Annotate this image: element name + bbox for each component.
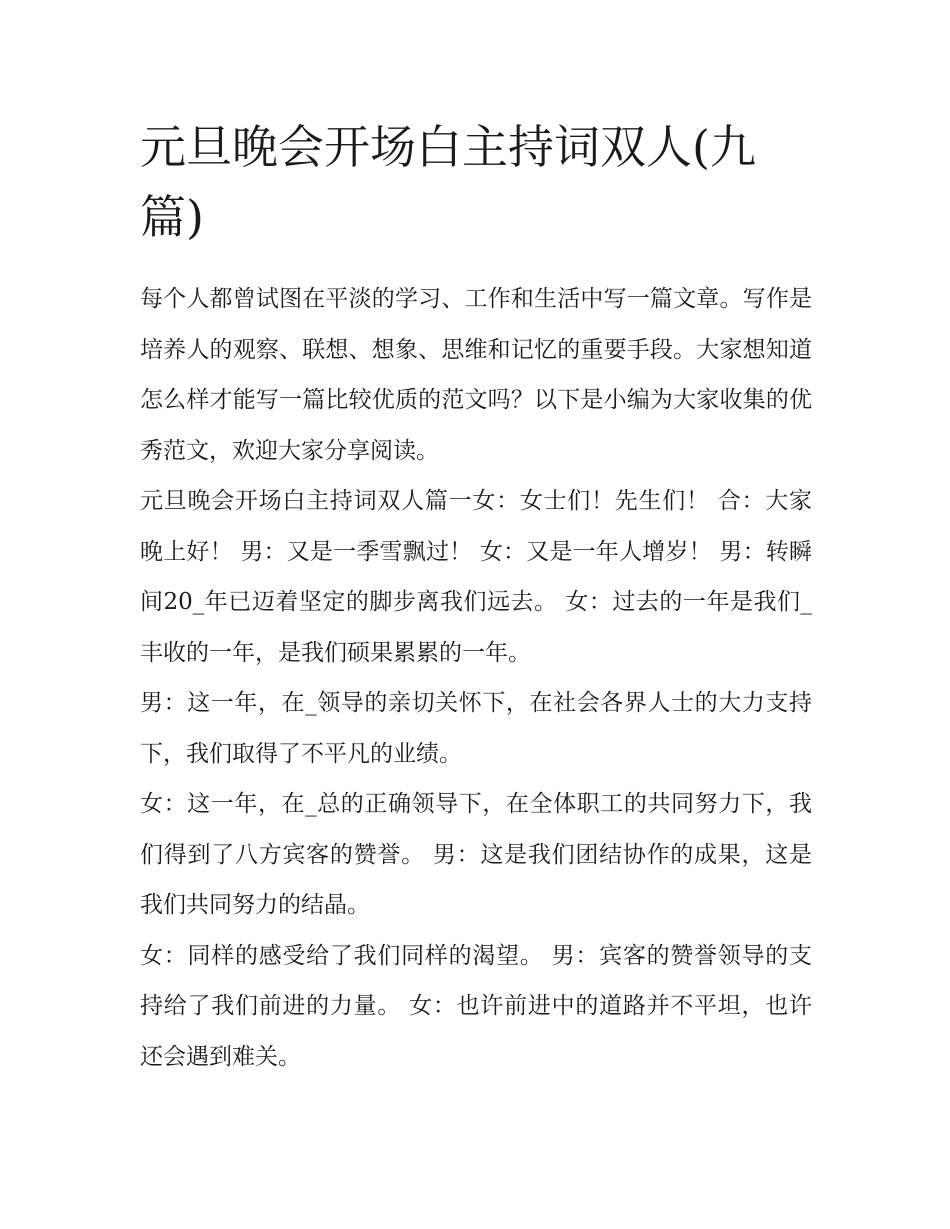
paragraph-list [140,274,812,1082]
document-title: 元旦晚会开场白主持词双人(九篇) [140,120,756,244]
paragraph: 男：这一年，在_领导的亲切关怀下，在社会各界人士的大力支持下，我们取得了不平凡的业绩。 [140,690,812,767]
intro-paragraph: 每个人都曾试图在平淡的学习、工作和生活中写一篇文章。写作是培养人的观察、联想、想象、思维和记忆的重要手段。大家想知道怎么样才能写一篇比较优质的范文吗？以下是小编为大家收集的优秀范文，欢迎大家分享阅读。 [140,286,812,464]
document-body [140,112,812,1082]
paragraph: 女：这一年，在_总的正确领导下，在全体职工的共同努力下，我们得到了八方宾客的赞誉。 男：这是我们团结协作的成果，这是我们共同努力的结晶。 [140,791,812,918]
paragraph: 女：同样的感受给了我们同样的渴望。 男：宾客的赞誉领导的支持给了我们前进的力量。 女：也许前进中的道路并不平坦，也许还会遇到难关。 [140,942,812,1070]
paragraph: 元旦晚会开场白主持词双人篇一女：女士们！先生们！ 合：大家晚上好！ 男：又是一季雪飘过！ 女：又是一年人增岁！ 男：转瞬间20_年已迈着坚定的脚步离我们远去。 女：过去的一年是我们_丰收的一年，是我们硕果累累的一年。 [140,488,812,666]
